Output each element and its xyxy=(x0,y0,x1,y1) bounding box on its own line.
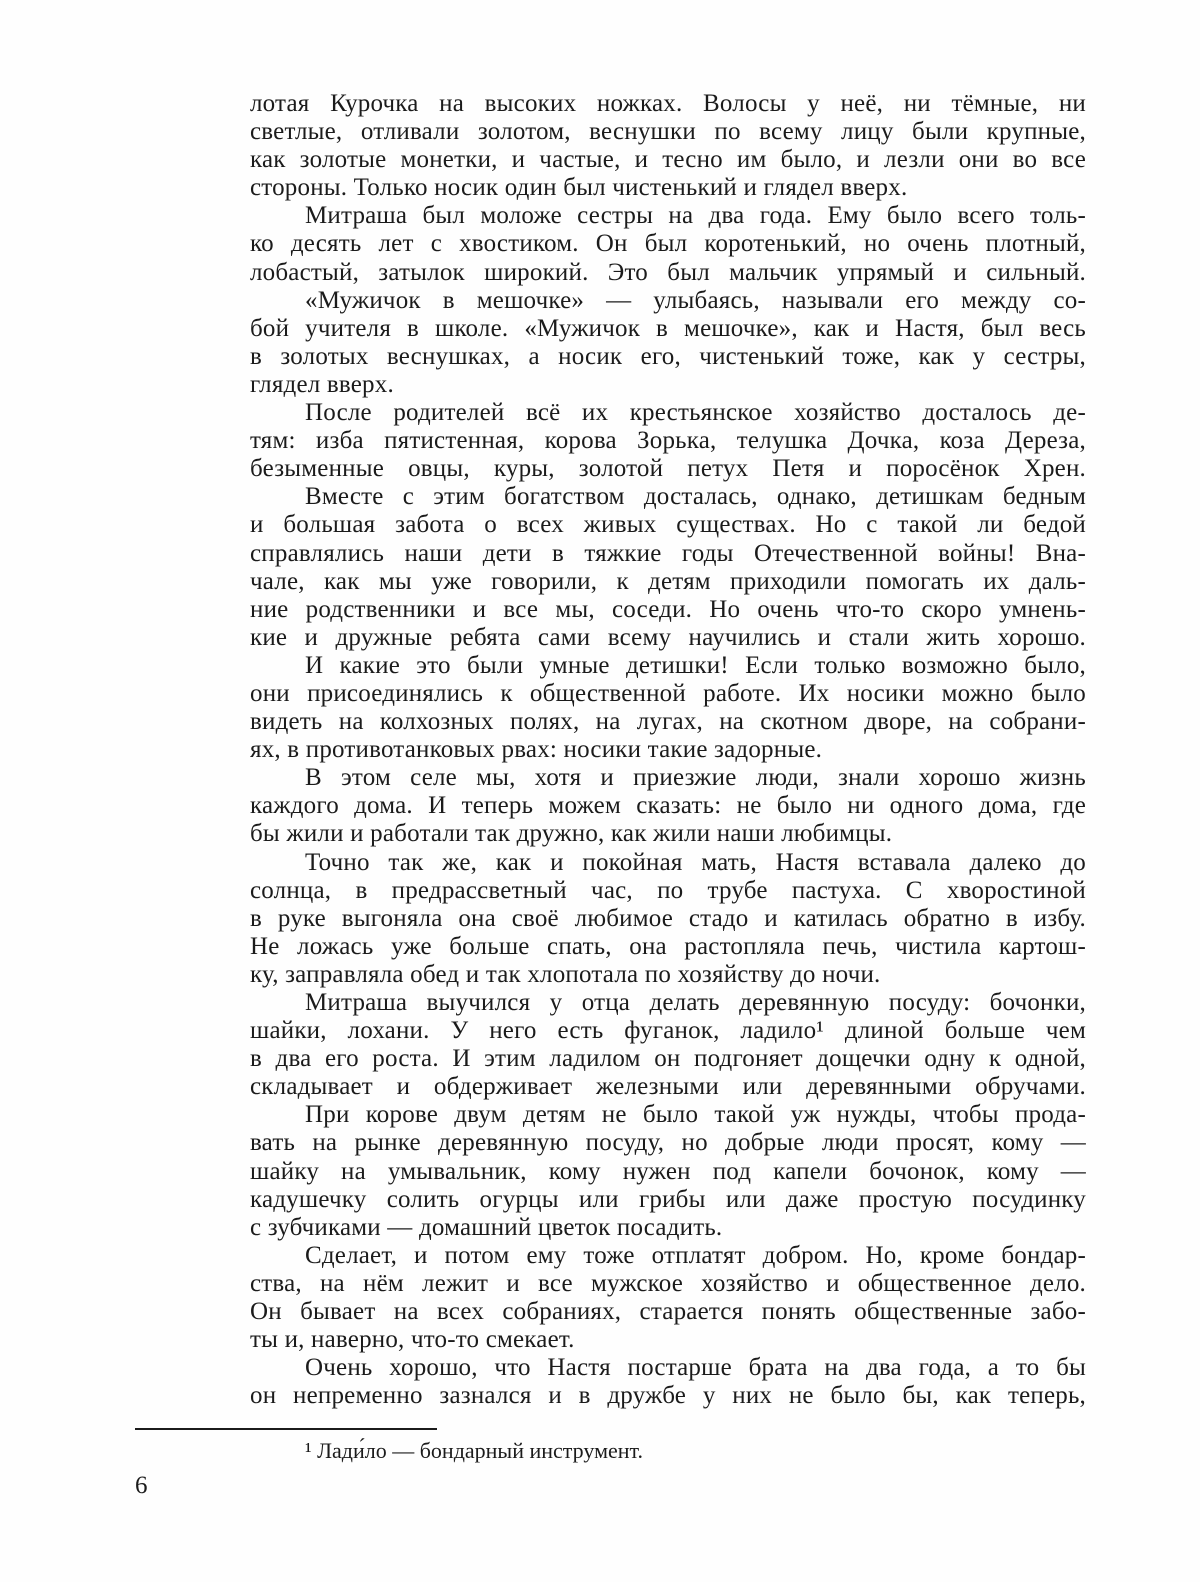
text-line: солнца, в предрассветный час, по трубе пастуха. С хворостиной xyxy=(250,876,1086,904)
paragraph xyxy=(250,1354,1086,1410)
paragraph xyxy=(250,90,1086,202)
page-number: 6 xyxy=(135,1472,148,1499)
text-line: безыменные овцы, куры, золотой петух Петя и поросёнок Хрен. xyxy=(250,455,1086,483)
text-line: ства, на нём лежит и все мужское хозяйство и общественное дело. xyxy=(250,1269,1086,1297)
text-line: глядел вверх. xyxy=(250,370,394,398)
text-line: они присоединялись к общественной работе. Их носики можно было xyxy=(250,679,1086,707)
text-line: складывает и обдерживает железными или деревянными обручами. xyxy=(250,1073,1086,1101)
text-line: ты и, наверно, что-то смекает. xyxy=(250,1326,575,1354)
text-line: чале, как мы уже говорили, к детям приходили помогать их даль- xyxy=(250,567,1086,595)
paragraph xyxy=(250,287,1086,399)
paragraph xyxy=(250,399,1086,483)
text-line: Вместе с этим богатством досталась, однако, детишкам бедным xyxy=(305,483,1086,511)
text-line: Точно так же, как и покойная мать, Настя вставала далеко до xyxy=(305,848,1086,876)
text-line: «Мужичок в мешочке» — улыбаясь, называли его между со- xyxy=(305,286,1086,314)
text-line: бы жили и работали так дружно, как жили наши любимцы. xyxy=(250,820,893,848)
text-line: В этом селе мы, хотя и приезжие люди, знали хорошо жизнь xyxy=(305,764,1086,792)
text-line: в руке выгоняла она своё любимое стадо и катилась обратно в избу. xyxy=(250,904,1086,932)
text-line: кие и дружные ребята сами всему научились и стали жить хорошо. xyxy=(250,623,1086,651)
text-line: светлые, отливали золотом, веснушки по всему лицу были крупные, xyxy=(250,118,1086,146)
paragraph xyxy=(250,202,1086,286)
text-line: При корове двум детям не было такой уж нужды, чтобы прода- xyxy=(305,1101,1086,1129)
paragraph xyxy=(250,1101,1086,1241)
text-line: И какие это были умные детишки! Если только возможно было, xyxy=(305,651,1086,679)
paragraph xyxy=(250,652,1086,764)
text-line: и большая забота о всех живых существах. Но с такой ли бедой xyxy=(250,511,1086,539)
footnote-text: ¹ Лади́ло — бондарный инструмент. xyxy=(305,1438,644,1463)
text-line: стороны. Только носик один был чистенький и глядел вверх. xyxy=(250,174,908,202)
text-line: кадушечку солить огурцы или грибы или даже простую посудинку xyxy=(250,1185,1086,1213)
paragraph xyxy=(250,849,1086,989)
text-line: видеть на колхозных полях, на лугах, на скотном дворе, на собрани- xyxy=(250,708,1086,736)
text-line: После родителей всё их крестьянское хозяйство досталось де- xyxy=(305,399,1086,427)
text-line: ние родственники и все мы, соседи. Но очень что-то скоро умнень- xyxy=(250,595,1086,623)
text-line: как золотые монетки, и частые, и тесно им было, и лезли они во все xyxy=(250,146,1086,174)
text-line: бой учителя в школе. «Мужичок в мешочке», как и Настя, был весь xyxy=(250,314,1086,342)
paragraph xyxy=(250,989,1086,1101)
text-line: Митраша был моложе сестры на два года. Ему было всего толь- xyxy=(305,202,1086,230)
text-line: лотая Курочка на высоких ножках. Волосы у неё, ни тёмные, ни xyxy=(250,90,1086,117)
text-line: каждого дома. И теперь можем сказать: не было ни одного дома, где xyxy=(250,792,1086,820)
text-line: в два его роста. И этим ладилом он подгоняет дощечки одну к одной, xyxy=(250,1045,1086,1073)
text-line: лобастый, затылок широкий. Это был мальчик упрямый и сильный. xyxy=(250,258,1086,286)
text-line: вать на рынке деревянную посуду, но добрые люди просят, кому — xyxy=(250,1129,1086,1157)
text-line: ку, заправляла обед и так хлопотала по хозяйству до ночи. xyxy=(250,960,881,988)
text-line: Митраша выучился у отца делать деревянную посуду: бочонки, xyxy=(305,989,1086,1016)
text-block xyxy=(250,90,1086,1410)
paragraph xyxy=(250,764,1086,848)
text-line: Он бывает на всех собраниях, старается понять общественные забо- xyxy=(250,1298,1086,1326)
text-line: в золотых веснушках, а носик его, чистенький тоже, как у сестры, xyxy=(250,342,1086,370)
text-line: ях, в противотанковых рвах: носики такие задорные. xyxy=(250,736,823,764)
text-line: ко десять лет с хвостиком. Он был коротенький, но очень плотный, xyxy=(250,230,1086,258)
text-line: Очень хорошо, что Настя постарше брата на два года, а то бы xyxy=(305,1354,1086,1382)
text-line: Сделает, и потом ему тоже отплатят добром. Но, кроме бондар- xyxy=(305,1241,1086,1269)
text-line: шайки, лохани. У него есть фуганок, ладило¹ длиной больше чем xyxy=(250,1017,1086,1045)
text-line: тям: изба пятистенная, корова Зорька, телушка Дочка, коза Дереза, xyxy=(250,427,1086,455)
paragraph xyxy=(250,483,1086,652)
paragraph xyxy=(250,1242,1086,1354)
text-line: он непременно зазнался и в дружбе у них не было бы, как теперь, xyxy=(250,1382,1086,1410)
text-line: с зубчиками — домашний цветок посадить. xyxy=(250,1213,723,1241)
text-line: шайку на умывальник, кому нужен под капели бочонок, кому — xyxy=(250,1157,1086,1185)
text-line: Не ложась уже больше спать, она растопляла печь, чистила картош- xyxy=(250,932,1086,960)
text-line: справлялись наши дети в тяжкие годы Отечественной войны! Вна- xyxy=(250,539,1086,567)
footnote-divider xyxy=(135,1428,437,1430)
